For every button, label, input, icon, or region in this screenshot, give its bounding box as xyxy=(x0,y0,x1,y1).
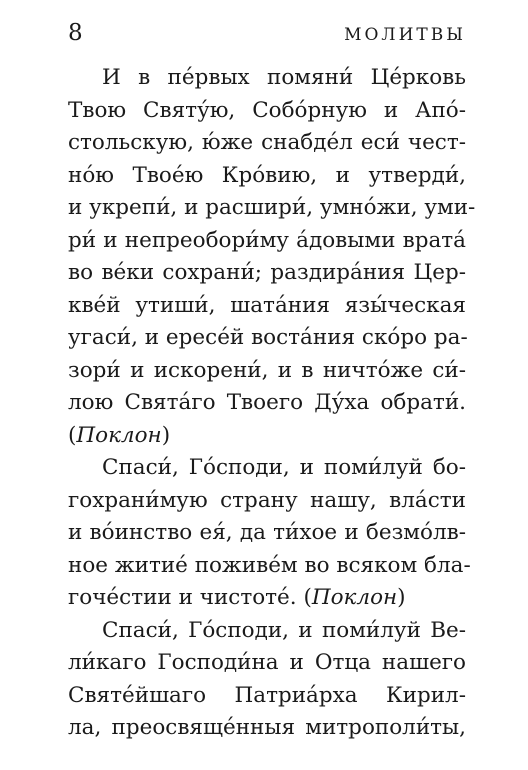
prayer-text xyxy=(68,62,476,745)
text-line: стольскую, ю́же снабде́л еси́ чест- xyxy=(68,130,466,155)
paragraph-1 xyxy=(68,62,476,452)
text-line: гохрани́мую страну нашу, вла́сти xyxy=(68,487,466,513)
page-header xyxy=(68,20,466,48)
bow-note-line xyxy=(68,420,466,453)
text-line: Спаси́, Го́споди, и поми́луй бо- xyxy=(102,455,466,480)
text-line: во ве́ки сохрани́; раздира́ния Цер- xyxy=(68,260,466,285)
text-line: ри́ и непреобори́му а́довыми врата́ xyxy=(68,227,466,253)
text-line: лою Свята́го Твоего Ду́ха обрати́. xyxy=(68,390,466,415)
note-paren-close: ) xyxy=(161,422,171,448)
text-line: кве́й утиши́, шата́ния язы́ческая xyxy=(68,292,466,318)
paragraph-2 xyxy=(68,452,471,615)
text-line: И в пе́рвых помяни́ Це́рковь xyxy=(102,65,466,90)
running-title: МОЛИТВЫ xyxy=(344,25,466,45)
text-line: зори́ и искорени́, и в ничто́же си́- xyxy=(68,357,466,383)
text-line: угаси́, и ересе́й воста́ния ско́ро ра- xyxy=(68,325,468,350)
text-line: Спаси́, Го́споди, и поми́луй Ве- xyxy=(102,617,466,643)
text-line: и укрепи́, и расшири́, умно́жи, уми- xyxy=(68,195,476,220)
text-line: Святе́йшаго Патриа́рха Кирил- xyxy=(68,682,466,708)
note-paren-open: ( xyxy=(68,422,77,448)
page-number: 8 xyxy=(68,20,83,46)
line-text: гоче́стии и чистоте́. xyxy=(68,585,304,610)
note-paren-open: ( xyxy=(303,585,312,610)
text-line: ное житие́ поживе́м во всяком бла- xyxy=(68,552,471,578)
text-line: и во́инство ея́, да ти́хое и безмо́лв- xyxy=(68,520,466,545)
text-line xyxy=(68,582,466,615)
bow-note: Поклон xyxy=(76,422,162,448)
text-line: Твою Святу́ю, Собо́рную и Апо́- xyxy=(68,97,466,123)
note-paren-close: ) xyxy=(397,585,406,610)
text-line: но́ю Твое́ю Кро́вию, и утверди́, xyxy=(68,162,466,188)
text-line: ли́каго Господи́на и Отца нашего xyxy=(68,650,466,675)
bow-note: Поклон xyxy=(311,585,398,610)
text-line: ла, преосвяще́нныя митрополи́ты, xyxy=(68,715,466,740)
paragraph-3 xyxy=(68,615,466,745)
